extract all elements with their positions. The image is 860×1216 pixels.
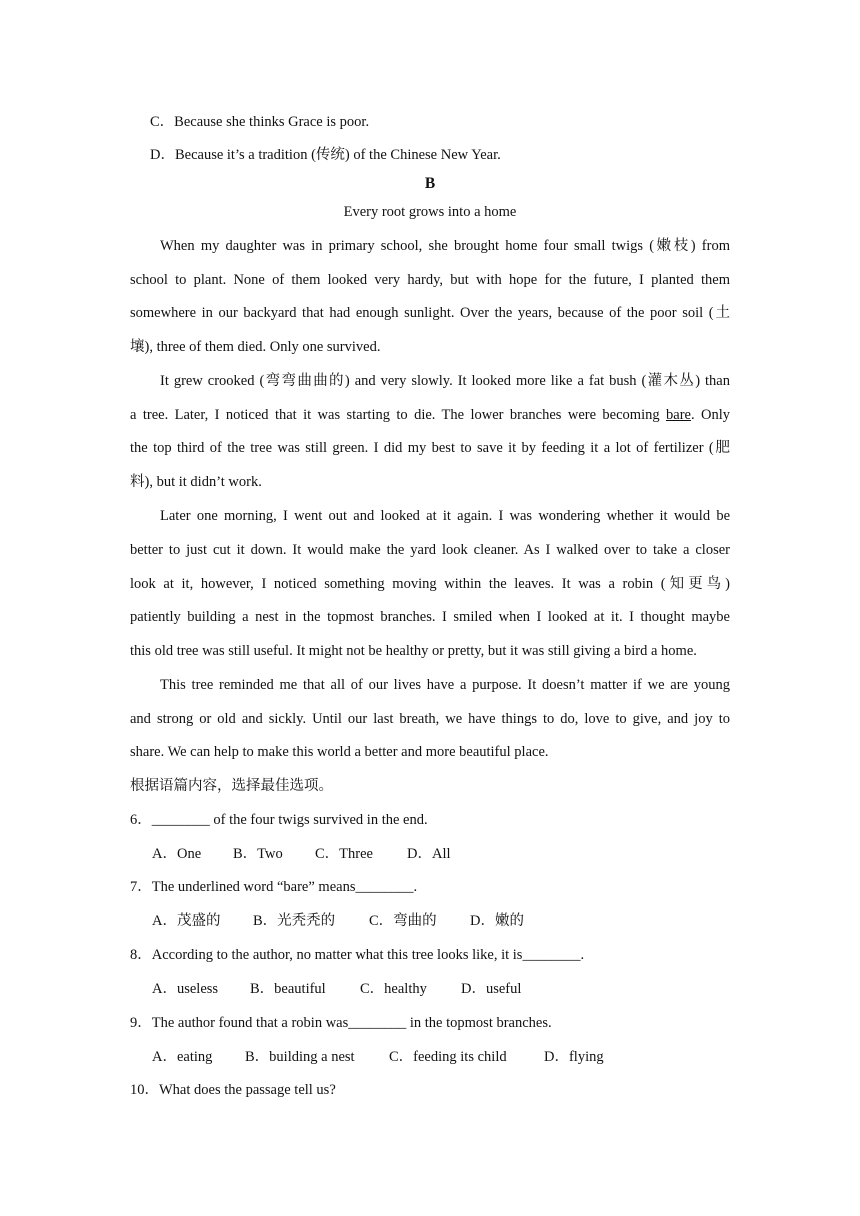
question-6-option-a[interactable]: A．One: [152, 846, 202, 862]
question-9-option-a[interactable]: A．eating: [152, 1049, 213, 1065]
p3-line-1: Later one morning, I went out and looked at it again. I was wondering whether it would be: [160, 508, 730, 524]
p2-line-4: 料), but it didn’t work.: [130, 474, 262, 490]
question-9-option-c[interactable]: C．feeding its child: [389, 1049, 507, 1065]
question-7-stem: 7．The underlined word “bare” means________.: [130, 879, 418, 895]
prev-option-c: C．Because she thinks Grace is poor.: [150, 114, 370, 130]
question-6-option-c[interactable]: C．Three: [315, 846, 373, 862]
p1-line-4: 壤), three of them died. Only one survived.: [130, 339, 381, 355]
p3-line-2: better to just cut it down. It would make the yard look cleaner. As I walked over to take a closer: [130, 542, 730, 558]
question-7-option-c[interactable]: C．弯曲的: [369, 913, 437, 929]
p1-line-1: When my daughter was in primary school, she brought home four small twigs (嫩枝) from: [160, 238, 730, 254]
question-8-option-d[interactable]: D．useful: [461, 981, 522, 997]
question-9-option-d[interactable]: D．flying: [544, 1049, 604, 1065]
question-8-stem: 8．According to the author, no matter what this tree looks like, it is________.: [130, 947, 585, 963]
question-8-option-b[interactable]: B．beautiful: [250, 981, 326, 997]
p4-line-2: and strong or old and sickly. Until our last breath, we have things to do, love to give, and joy to: [130, 711, 730, 727]
underlined-word-bare: bare: [666, 407, 691, 423]
question-9-option-b[interactable]: B．building a nest: [245, 1049, 355, 1065]
p2-line-1: It grew crooked (弯弯曲曲的) and very slowly. It looked more like a fat bush (灌木丛) than: [160, 373, 730, 389]
p1-line-3: somewhere in our backyard that had enough sunlight. Over the years, because of the poor soil (土: [130, 305, 730, 321]
p4-line-1: This tree reminded me that all of our lives have a purpose. It doesn’t matter if we are young: [160, 677, 730, 693]
question-9-stem: 9．The author found that a robin was________ in the topmost branches.: [130, 1015, 552, 1031]
question-6-option-d[interactable]: D．All: [407, 846, 451, 862]
question-6-option-b[interactable]: B．Two: [233, 846, 283, 862]
question-7-option-d[interactable]: D．嫩的: [470, 913, 524, 929]
p2-line-2: [130, 405, 730, 425]
p3-line-5: this old tree was still useful. It might not be healthy or pretty, but it was still giving a bird a home.: [130, 643, 697, 659]
p4-line-3: share. We can help to make this world a better and more beautiful place.: [130, 744, 549, 760]
p2-line-2-after: . Only: [690, 407, 730, 423]
question-6-stem: 6．________ of the four twigs survived in the end.: [130, 812, 428, 828]
p2-line-3: the top third of the tree was still green. I did my best to save it by feeding it a lot of fertilizer (肥: [130, 440, 730, 456]
p2-line-2-before: a tree. Later, I noticed that it was starting to die. The lower branches were becoming: [130, 407, 667, 423]
p3-line-4: patiently building a nest in the topmost branches. I smiled when I looked at it. I thought maybe: [130, 609, 730, 625]
question-10-stem: 10．What does the passage tell us?: [130, 1082, 336, 1098]
passage-title: Every root grows into a home: [343, 204, 517, 220]
p3-line-3: look at it, however, I noticed something moving within the leaves. It was a robin (知更鸟): [130, 576, 730, 592]
question-8-option-c[interactable]: C．healthy: [360, 981, 427, 997]
p1-line-2: school to plant. None of them looked very hardy, but with hope for the future, I planted them: [130, 272, 730, 288]
question-8-option-a[interactable]: A．useless: [152, 981, 219, 997]
instruction: 根据语篇内容，选择最佳选项。: [130, 778, 333, 794]
prev-option-d: D．Because it’s a tradition (传统) of the Chinese New Year.: [150, 147, 501, 163]
section-letter: B: [424, 175, 436, 192]
question-7-option-b[interactable]: B．光秃秃的: [253, 913, 336, 929]
question-7-option-a[interactable]: A．茂盛的: [152, 913, 221, 929]
